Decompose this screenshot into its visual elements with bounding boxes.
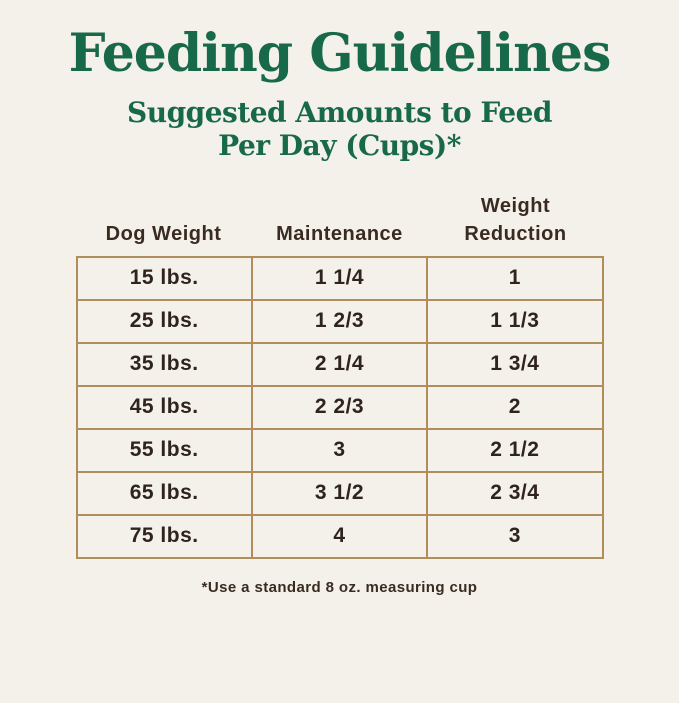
- table-row: [77, 472, 603, 515]
- cell-dog-weight: 15 lbs.: [77, 257, 252, 300]
- table-row: [77, 300, 603, 343]
- cell-maintenance: 1 1/4: [252, 257, 427, 300]
- cell-maintenance: 1 2/3: [252, 300, 427, 343]
- cell-weight-reduction: 1 3/4: [427, 343, 602, 386]
- table-row: [77, 429, 603, 472]
- cell-maintenance: 2 2/3: [252, 386, 427, 429]
- cell-weight-reduction: 2 3/4: [427, 472, 602, 515]
- feeding-guidelines-panel: [0, 24, 679, 703]
- cell-weight-reduction: 1: [427, 257, 602, 300]
- cell-dog-weight: 65 lbs.: [77, 472, 252, 515]
- cell-dog-weight: 45 lbs.: [77, 386, 252, 429]
- cell-weight-reduction: 1 1/3: [427, 300, 602, 343]
- cell-maintenance: 4: [252, 515, 427, 558]
- column-header-dog-weight: Dog Weight: [105, 222, 222, 245]
- measuring-cup-footnote: *Use a standard 8 oz. measuring cup: [201, 578, 478, 596]
- subtitle-line-1: Suggested Amounts to Feed: [127, 95, 552, 129]
- column-header-weight-reduction: Weight Reduction: [464, 194, 567, 245]
- cell-dog-weight: 75 lbs.: [77, 515, 252, 558]
- cell-weight-reduction: 2: [427, 386, 602, 429]
- table-row: [77, 257, 603, 300]
- table-row: [77, 386, 603, 429]
- cell-dog-weight: 35 lbs.: [77, 343, 252, 386]
- column-header-maintenance: Maintenance: [276, 222, 403, 245]
- cell-maintenance: 3: [252, 429, 427, 472]
- cell-weight-reduction: 2 1/2: [427, 429, 602, 472]
- feeding-table-body: [77, 257, 603, 558]
- table-column-headers: [76, 192, 604, 248]
- feeding-table: [76, 256, 604, 559]
- table-row: [77, 515, 603, 558]
- cell-dog-weight: 55 lbs.: [77, 429, 252, 472]
- subtitle-line-2: Per Day (Cups)*: [218, 128, 461, 162]
- table-row: [77, 343, 603, 386]
- page-subtitle: [0, 96, 679, 162]
- cell-maintenance: 3 1/2: [252, 472, 427, 515]
- cell-maintenance: 2 1/4: [252, 343, 427, 386]
- page-title: Feeding Guidelines: [68, 23, 611, 84]
- cell-weight-reduction: 3: [427, 515, 602, 558]
- cell-dog-weight: 25 lbs.: [77, 300, 252, 343]
